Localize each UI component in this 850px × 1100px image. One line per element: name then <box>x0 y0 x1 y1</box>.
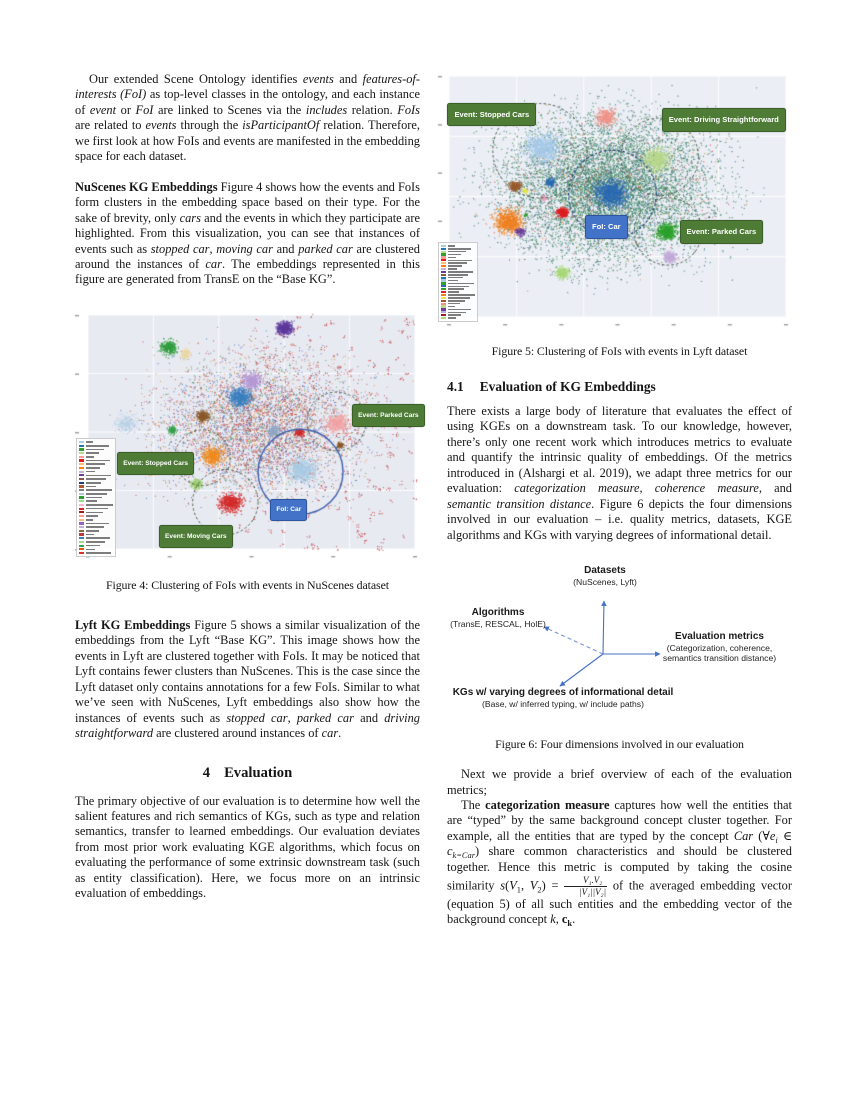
legend-label-text <box>86 523 109 525</box>
legend-swatch <box>441 288 446 290</box>
legend-swatch <box>79 448 84 450</box>
legend-swatch <box>441 279 446 281</box>
legend-label-text <box>448 268 457 270</box>
figure4-caption: Figure 4: Clustering of FoIs with events in NuScenes dataset <box>106 577 389 592</box>
legend-item <box>79 515 113 517</box>
legend-label-text <box>86 534 94 536</box>
legend-label-text <box>86 500 97 502</box>
paragraph-lyft-kg-embeddings: Lyft KG Embeddings Figure 5 shows a similar visualization of the embeddings from the Lyft “Base KG”. This image shows how the events in Lyft are clustered together with FoIs. It may be noticed that Lyft contains fewer clusters than NuScenes. This is the case since the Lyft dataset only contains annotations for a few FoIs. Similar to what we’ve seen with NuScenes, Lyft embeddings also show how the instances of events such as stopped car, parked car and driving straightforward are clustered around instances of car. <box>75 617 421 741</box>
metrics-sublabel: (Categorization, coherence, semantics transition distance) <box>662 643 777 664</box>
axis-label-kgs <box>447 687 679 709</box>
legend-label-text <box>86 493 107 495</box>
legend-swatch <box>79 541 84 543</box>
legend-swatch <box>79 522 84 524</box>
legend-label-text <box>86 441 93 443</box>
legend-item <box>441 300 475 302</box>
legend-swatch <box>79 441 84 443</box>
paragraph-evaluation-objective: The primary objective of our evaluation is to determine how well the salient features and rich semantics of KGs, such as type and relation semantics, transfer to learned embeddings. Our evaluation deviates from most prior work evaluating KGE algorithms, which focus on evaluating the performance of some extrinsic downstream task (such as entity classification). Here, we focus more on an intrinsic evaluation of embeddings. <box>75 793 420 901</box>
legend-label-text <box>448 257 456 259</box>
legend-label-text <box>86 486 96 488</box>
legend-label-text <box>86 537 110 539</box>
legend-item <box>79 548 113 550</box>
legend-swatch <box>79 463 84 465</box>
legend-item <box>79 552 113 554</box>
annotation-foi-car: FoI: Car <box>585 215 628 238</box>
legend-swatch <box>79 552 84 554</box>
legend-swatch <box>441 285 446 287</box>
legend-label-text <box>448 288 464 290</box>
legend-label-text <box>86 526 104 528</box>
legend-swatch <box>441 308 446 310</box>
axis-kgs-arrow <box>560 654 603 686</box>
legend-item <box>441 305 475 307</box>
section-heading-evaluation <box>75 764 420 782</box>
legend-item <box>79 500 113 502</box>
legend-swatch <box>79 519 84 521</box>
legend-item <box>79 496 113 498</box>
kgs-sublabel: (Base, w/ inferred typing, w/ include paths) <box>482 699 644 710</box>
legend-swatch <box>79 530 84 532</box>
section-number: 4 <box>202 764 211 781</box>
legend-item <box>441 294 475 296</box>
legend-label-text <box>86 463 105 465</box>
legend-swatch <box>441 271 446 273</box>
legend-item <box>79 456 113 458</box>
legend-label-text <box>86 545 100 547</box>
legend-label-text <box>86 541 105 543</box>
legend-swatch <box>79 478 84 480</box>
figure5-lyft-scatter <box>435 72 792 330</box>
legend-label-text <box>86 549 95 551</box>
legend-label-text <box>86 475 111 477</box>
legend-label-text <box>86 452 99 454</box>
metrics-label: Evaluation metrics <box>675 631 764 643</box>
figure4-canvas <box>72 310 420 562</box>
legend-item <box>441 271 475 273</box>
legend-swatch <box>79 548 84 550</box>
legend-swatch <box>441 300 446 302</box>
legend-swatch <box>441 277 446 279</box>
legend-item <box>79 508 113 510</box>
legend-item <box>441 274 475 276</box>
legend-item <box>441 279 475 281</box>
legend-item <box>441 277 475 279</box>
legend-item <box>79 541 113 543</box>
legend-label-text <box>448 280 458 282</box>
algorithms-label: Algorithms <box>471 607 525 619</box>
legend-item <box>441 248 475 250</box>
legend-item <box>79 441 113 443</box>
cluster-legend <box>76 438 116 556</box>
legend-item <box>79 478 113 480</box>
cluster-legend <box>438 242 478 322</box>
legend-item <box>441 268 475 270</box>
legend-label-text <box>86 467 100 469</box>
legend-swatch <box>79 496 84 498</box>
legend-swatch <box>79 485 84 487</box>
legend-label-text <box>448 274 468 276</box>
axis-label-metrics <box>647 631 792 663</box>
legend-swatch <box>79 456 84 458</box>
annotation-event-driving-straightforward: Event: Driving Straightforward <box>662 108 786 131</box>
legend-label-text <box>86 508 108 510</box>
legend-item <box>441 311 475 313</box>
legend-swatch <box>79 508 84 510</box>
legend-swatch <box>441 297 446 299</box>
legend-label-text <box>448 312 466 314</box>
legend-swatch <box>441 282 446 284</box>
legend-item <box>441 282 475 284</box>
legend-label-text <box>86 482 101 484</box>
legend-item <box>441 308 475 310</box>
paragraph-categorization-measure: The categorization measure captures how well the entities that are “typed” by the same background concept cluster together. For example, all the entities that are typed by the concept Car ($\forall e_i$ ∈ $c_{k=Car}$) share common characteristics and should be clustered together. Hence this metric is computed by taking the cosine similarity $s(V_1$, $V_2$) = $\frac{\text{V₁.V₂}}{\text{|V₁||V₂|}}$ of the averaged embedding vector (equation 5) of all such entities and the embedding vector of the background concept k, $c_k$. <box>447 797 792 929</box>
legend-swatch <box>79 511 84 513</box>
figure6-caption: Figure 6: Four dimensions involved in our evaluation <box>495 737 744 752</box>
legend-label-text <box>448 254 461 256</box>
legend-label-text <box>86 552 111 554</box>
legend-item <box>79 445 113 447</box>
legend-item <box>79 448 113 450</box>
legend-label-text <box>86 460 110 462</box>
legend-label-text <box>448 286 469 288</box>
annotation-foi-car: FoI: Car <box>270 499 307 521</box>
legend-label-text <box>448 300 465 302</box>
legend-swatch <box>441 311 446 313</box>
legend-item <box>79 530 113 532</box>
legend-item <box>441 285 475 287</box>
legend-swatch <box>79 459 84 461</box>
kgs-label: KGs w/ varying degrees of informational detail <box>452 687 674 699</box>
legend-label-text <box>448 314 461 316</box>
left-column <box>75 72 420 902</box>
axis-algorithms-dashed-arrow <box>544 627 603 654</box>
legend-item <box>79 526 113 528</box>
legend-label-text <box>86 519 93 521</box>
legend-item <box>79 511 113 513</box>
legend-item <box>441 265 475 267</box>
figure4-nuscenes-scatter <box>72 310 420 562</box>
right-column <box>447 66 792 928</box>
legend-item <box>79 463 113 465</box>
legend-swatch <box>441 259 446 261</box>
legend-item <box>79 533 113 535</box>
subsection-number: 4.1 <box>447 379 464 394</box>
legend-label-text <box>448 248 471 250</box>
legend-label-text <box>448 297 470 299</box>
legend-swatch <box>441 262 446 264</box>
legend-swatch <box>441 251 446 253</box>
legend-item <box>441 256 475 258</box>
figure6-dimensions-diagram <box>447 559 792 727</box>
annotation-event-parked-cars: Event: Parked Cars <box>680 220 764 243</box>
legend-swatch <box>79 493 84 495</box>
legend-label-text <box>86 504 113 506</box>
legend-label-text <box>448 317 456 319</box>
legend-label-text <box>448 265 462 267</box>
legend-label-text <box>448 283 474 285</box>
datasets-label: Datasets <box>584 565 626 577</box>
paragraph-nuscenes-kg-embeddings: NuScenes KG Embeddings Figure 4 shows how the events and FoIs form clusters in the embedding space based on their type. For the sake of brevity, only cars and the events in which they participate are highlighted. From this visualization, you can see that instances of events such as stopped car, moving car and parked car are clustered around the instances of car. The embeddings represented in this figure are generated from TransE on the “Base KG”. <box>75 179 420 287</box>
legend-swatch <box>441 248 446 250</box>
legend-label-text <box>86 489 112 491</box>
legend-item <box>79 485 113 487</box>
legend-label-text <box>448 245 455 247</box>
legend-swatch <box>441 305 446 307</box>
legend-item <box>441 314 475 316</box>
legend-item <box>79 482 113 484</box>
legend-swatch <box>441 268 446 270</box>
legend-label-text <box>448 277 463 279</box>
legend-item <box>441 253 475 255</box>
legend-item <box>79 471 113 473</box>
legend-label-text <box>448 294 475 296</box>
legend-item <box>441 288 475 290</box>
legend-label-text <box>86 478 106 480</box>
legend-item <box>79 474 113 476</box>
legend-swatch <box>441 256 446 258</box>
legend-item <box>441 297 475 299</box>
subsection-heading-kg-embeddings <box>447 378 792 395</box>
legend-label-text <box>448 306 455 308</box>
legend-swatch <box>441 245 446 247</box>
annotation-event-stopped-cars: Event: Stopped Cars <box>117 452 194 474</box>
paragraph-kge-literature: There exists a large body of literature that evaluates the effect of using KGEs on a downstream task. To our knowledge, however, there’s only one recent work which introduces metrics to evaluate and quantify the intrinsic quality of embeddings. Of the metrics introduced in (Alshargi et al. 2019), we adapt three metrics for our evaluation: categorization measure, coherence measure, and semantic transition distance. Figure 6 depicts the four dimensions involved in our evaluation – i.e. quality metrics, datasets, KGE algorithms and KGs with varying degrees of informational detail. <box>447 404 793 542</box>
legend-label-text <box>86 449 104 451</box>
legend-item <box>79 467 113 469</box>
legend-item <box>79 493 113 495</box>
figure5-caption: Figure 5: Clustering of FoIs with events in Lyft dataset <box>491 344 748 358</box>
legend-label-text <box>448 251 466 253</box>
legend-swatch <box>79 533 84 535</box>
axis-datasets-arrow <box>603 601 604 654</box>
legend-swatch <box>441 303 446 305</box>
legend-item <box>79 459 113 461</box>
paragraph-scene-ontology: Our extended Scene Ontology identifies events and features-of-interests (FoI) as top-level classes in the ontology, and each instance of event or FoI are linked to Scenes via the includes relation. FoIs are related to events through the isParticipantOf relation. Therefore, we first look at how FoIs and events are manifested in the embedding space for each dataset. <box>75 72 421 164</box>
legend-item <box>441 291 475 293</box>
legend-item <box>79 537 113 539</box>
legend-swatch <box>441 253 446 255</box>
legend-label-text <box>448 303 460 305</box>
legend-item <box>79 519 113 521</box>
legend-swatch <box>79 500 84 502</box>
axis-label-datasets <box>545 565 665 587</box>
legend-swatch <box>79 452 84 454</box>
annotation-event-stopped-cars: Event: Stopped Cars <box>447 103 536 126</box>
legend-swatch <box>79 537 84 539</box>
legend-swatch <box>441 317 446 319</box>
annotation-event-moving-cars: Event: Moving Cars <box>159 525 233 547</box>
section-title: Evaluation <box>224 764 293 781</box>
datasets-sublabel: (NuScenes, Lyft) <box>573 577 637 588</box>
legend-label-text <box>86 497 102 499</box>
legend-swatch <box>441 291 446 293</box>
annotation-event-parked-cars: Event: Parked Cars <box>352 404 424 426</box>
legend-item <box>79 489 113 491</box>
legend-swatch <box>441 274 446 276</box>
legend-label-text <box>448 271 473 273</box>
legend-label-text <box>448 262 467 264</box>
legend-swatch <box>79 515 84 517</box>
legend-swatch <box>79 445 84 447</box>
legend-swatch <box>79 526 84 528</box>
legend-swatch <box>441 265 446 267</box>
legend-item <box>441 317 475 319</box>
paragraph-metrics-overview: Next we provide a brief overview of each of the evaluation metrics; <box>447 767 792 797</box>
legend-swatch <box>79 467 84 469</box>
axis-label-algorithms <box>437 607 559 629</box>
legend-label-text <box>86 515 98 517</box>
legend-swatch <box>79 504 84 506</box>
legend-item <box>441 251 475 253</box>
legend-swatch <box>441 294 446 296</box>
legend-item <box>79 545 113 547</box>
legend-label-text <box>86 445 109 447</box>
legend-label-text <box>86 512 103 514</box>
legend-swatch <box>79 545 84 547</box>
legend-swatch <box>79 482 84 484</box>
legend-swatch <box>79 474 84 476</box>
legend-label-text <box>448 291 459 293</box>
legend-label-text <box>86 530 99 532</box>
legend-item <box>441 245 475 247</box>
subsection-title: Evaluation of KG Embeddings <box>479 379 656 394</box>
legend-item <box>79 452 113 454</box>
legend-item <box>441 262 475 264</box>
algorithms-sublabel: (TransE, RESCAL, HolE) <box>450 619 546 630</box>
legend-label-text <box>448 309 471 311</box>
legend-label-text <box>448 260 472 262</box>
legend-item <box>79 522 113 524</box>
legend-swatch <box>441 314 446 316</box>
legend-item <box>79 504 113 506</box>
legend-item <box>441 259 475 261</box>
legend-label-text <box>86 456 94 458</box>
legend-item <box>441 303 475 305</box>
legend-swatch <box>79 471 84 473</box>
legend-label-text <box>86 471 95 473</box>
legend-swatch <box>79 489 84 491</box>
